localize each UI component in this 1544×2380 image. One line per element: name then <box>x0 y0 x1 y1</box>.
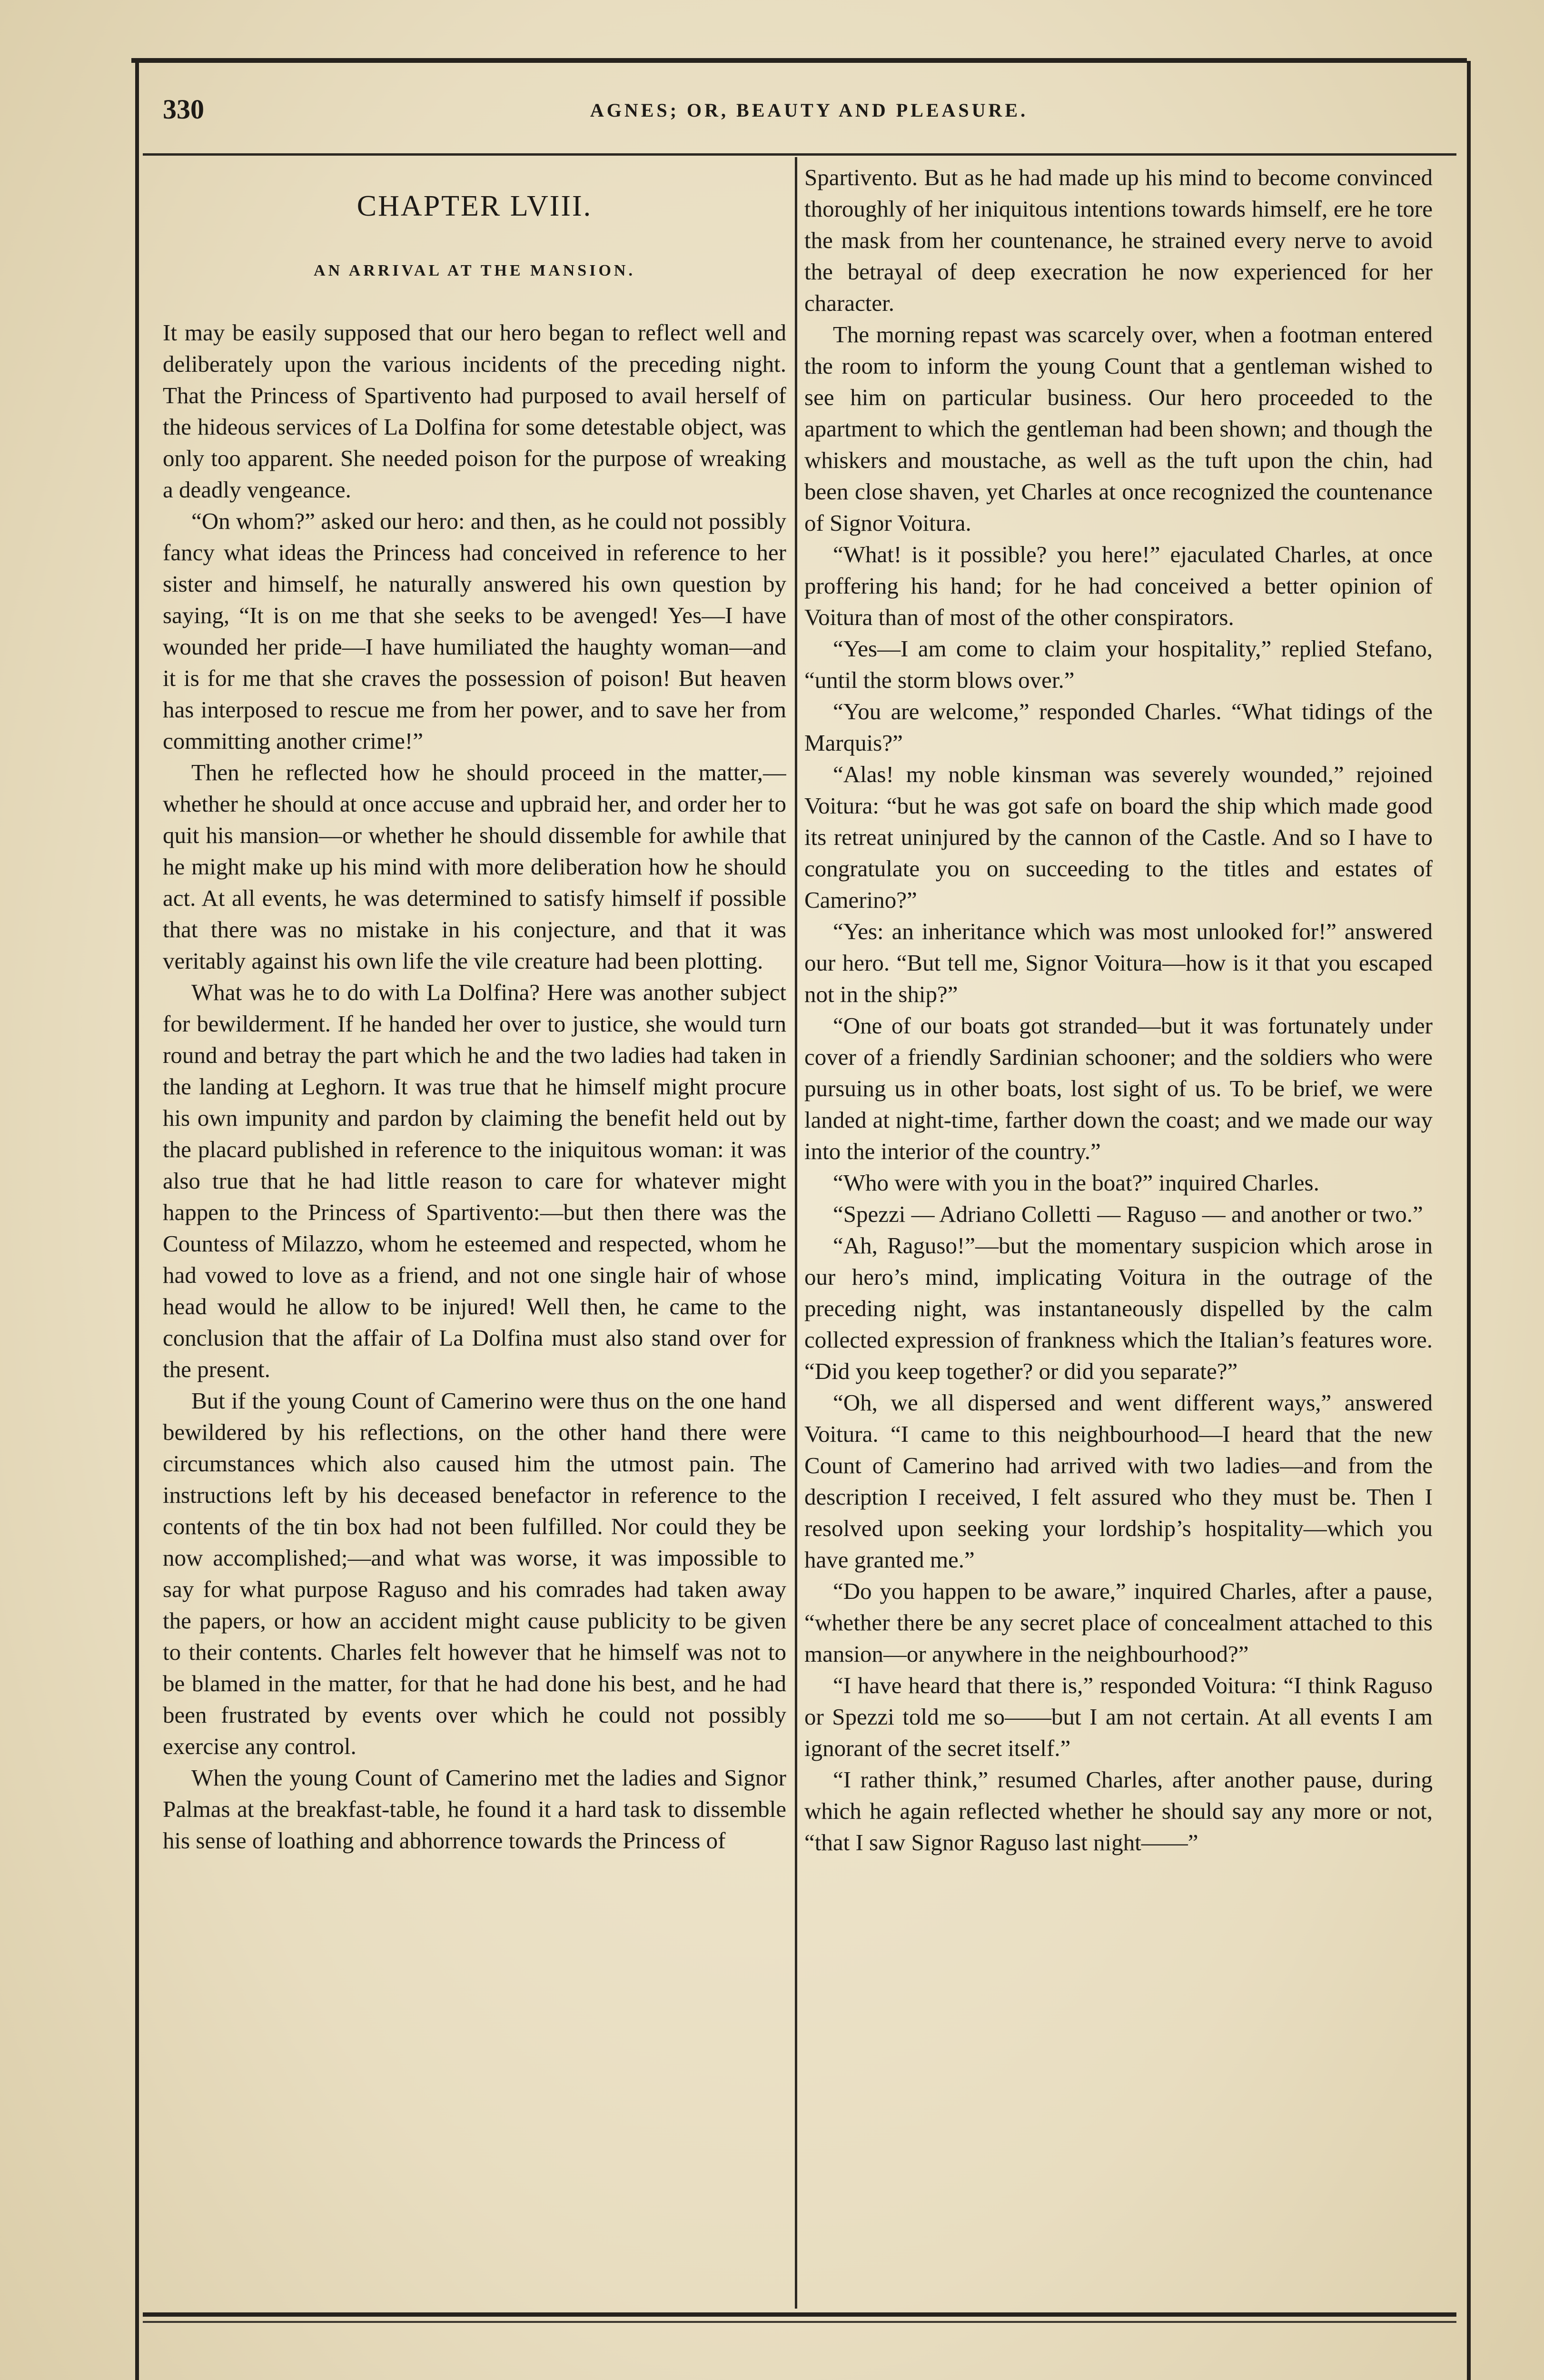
left-column <box>163 162 786 2304</box>
paragraph: “Alas! my noble kinsman was severely wounded,” rejoined Voitura: “but he was got safe on board the ship which made good its retreat uninjured by the cannon of the Castle. And so I have to congratulate you on succeeding to the titles and estates of Camerino?” <box>804 761 1433 913</box>
paragraph: “Yes—I am come to claim your hospitality,” replied Stefano, “until the storm blows over.” <box>804 635 1433 693</box>
chapter-subtitle: AN ARRIVAL AT THE MANSION. <box>314 262 635 279</box>
bottom-rule <box>143 2312 1456 2317</box>
running-head: AGNES; OR, BEAUTY AND PLEASURE. <box>590 99 1029 121</box>
paragraph: “Spezzi — Adriano Colletti — Raguso — and another or two.” <box>833 1201 1423 1227</box>
paragraph: When the young Count of Camerino met the ladies and Signor Palmas at the breakfast-table, he found it a hard task to dissemble his sense of loathing and abhorrence towards the Princess of <box>163 1765 786 1854</box>
paragraph: It may be easily supposed that our hero began to reflect well and deliberately upon the various incidents of the preceding night. That the Princess of Spartivento had purposed to avail herself of the hideous services of La Dolfina for some detestable object, was only too apparent. She needed poison for the purpose of wreaking a deadly vengeance. <box>163 319 786 503</box>
column-divider <box>795 157 797 2309</box>
paragraph: “Ah, Raguso!”—but the momentary suspicion which arose in our hero’s mind, implicating Voitura in the outrage of the preceding night, was instantaneously dispelled by the calm collected expression of frankness which the Italian’s features wore. “Did you keep together? or did you separate?” <box>804 1232 1433 1384</box>
paragraph: “On whom?” asked our hero: and then, as he could not possibly fancy what ideas the Princess had conceived in reference to her sister and himself, he naturally answered his own question by saying, “It is on me that she seeks to be avenged! Yes—I have wounded her pride—I have humiliated the haughty woman—and it is for me that she craves the possession of poison! But heaven has interposed to rescue me from her power, and to save her from committing another crime!” <box>163 508 786 754</box>
paragraph: Then he reflected how he should proceed in the matter,—whether he should at once accuse and upbraid her, and order her to quit his mansion—or whether he should dissemble for awhile that he might make up his mind with more deliberation how he should act. At all events, he was determined to satisfy himself if possible that there was no mistake in his conjecture, and that it was veritably against his own life the vile creature had been plotting. <box>163 759 786 974</box>
paragraph: “Who were with you in the boat?” inquired Charles. <box>833 1170 1319 1196</box>
header-rule <box>143 153 1456 156</box>
paragraph: “What! is it possible? you here!” ejaculated Charles, at once proffering his hand; for he had conceived a better opinion of Voitura than of most of the other conspirators. <box>804 541 1433 630</box>
paragraph: What was he to do with La Dolfina? Here was another subject for bewilderment. If he handed her over to justice, she would turn round and betray the part which he and the two ladies had taken in the landing at Leghorn. It was true that he himself might procure his own impunity and pardon by claiming the benefit held out by the placard published in reference to the iniquitous woman: it was also true that he had little reason to care for whatever might happen to the Princess of Spartivento:—but then there was the Countess of Milazzo, whom he esteemed and respected, whom he had vowed to love as a friend, and not one single hair of whose head would he allow to be injured! Well then, he came to the conclusion that the affair of La Dolfina must also stand over for the present. <box>163 979 786 1382</box>
paragraph: “One of our boats got stranded—but it was fortunately under cover of a friendly Sardinian schooner; and the soldiers who were pursuing us in other boats, lost sight of us. To be brief, we were landed at night-time, farther down the coast; and we made our way into the interior of the country.” <box>804 1012 1433 1164</box>
paragraph: “I have heard that there is,” responded Voitura: “I think Raguso or Spezzi told me so——but I am not certain. At all events I am ignorant of the secret itself.” <box>804 1672 1433 1761</box>
paragraph: “Yes: an inheritance which was most unlooked for!” answered our hero. “But tell me, Signor Voitura—how is it that you escaped not in the ship?” <box>804 918 1433 1007</box>
page-number: 330 <box>163 94 204 125</box>
right-column <box>804 162 1433 2304</box>
paragraph: “You are welcome,” responded Charles. “What tidings of the Marquis?” <box>804 698 1433 756</box>
paragraph: But if the young Count of Camerino were thus on the one hand bewildered by his reflections, on the other hand there were circumstances which also caused him the utmost pain. The instructions left by his deceased benefactor in reference to the contents of the tin box had not been fulfilled. Nor could they be now accomplished;—and what was worse, it was impossible to say for what purpose Raguso and his comrades had taken away the papers, or how an accident might cause publicity to be given to their contents. Charles felt however that he himself was not to be blamed in the matter, for that he had done his best, and he had been frustrated by events over which he could not possibly exercise any control. <box>163 1388 786 1759</box>
paragraph: “Oh, we all dispersed and went different ways,” answered Voitura. “I came to this neighbourhood—I heard that the new Count of Camerino had arrived with two ladies—and from the description I received, I felt assured who they must be. Then I resolved upon seeking your lordship’s hospitality—which you have granted me.” <box>804 1389 1433 1573</box>
paragraph: Spartivento. But as he had made up his mind to become convinced thoroughly of her iniquitous intentions towards himself, ere he tore the mask from her countenance, he strained every nerve to avoid the betrayal of deep execration he now experienced for her character. <box>804 164 1433 316</box>
paragraph: The morning repast was scarcely over, when a footman entered the room to inform the young Count that a gentleman wished to see him on particular business. Our hero proceeded to the apartment to which the gentleman had been shown; and though the whiskers and moustache, as well as the tuft upon the chin, had been close shaven, yet Charles at once recognized the countenance of Signor Voitura. <box>804 321 1433 536</box>
paragraph: “I rather think,” resumed Charles, after another pause, during which he again reflected whether he should say any more or not, “that I saw Signor Raguso last night——” <box>804 1766 1433 1855</box>
chapter-title: CHAPTER LVIII. <box>356 190 593 222</box>
paragraph: “Do you happen to be aware,” inquired Charles, after a pause, “whether there be any secret place of concealment attached to this mansion—or anywhere in the neighbourhood?” <box>804 1578 1433 1667</box>
bottom-rule-thin <box>143 2321 1456 2323</box>
